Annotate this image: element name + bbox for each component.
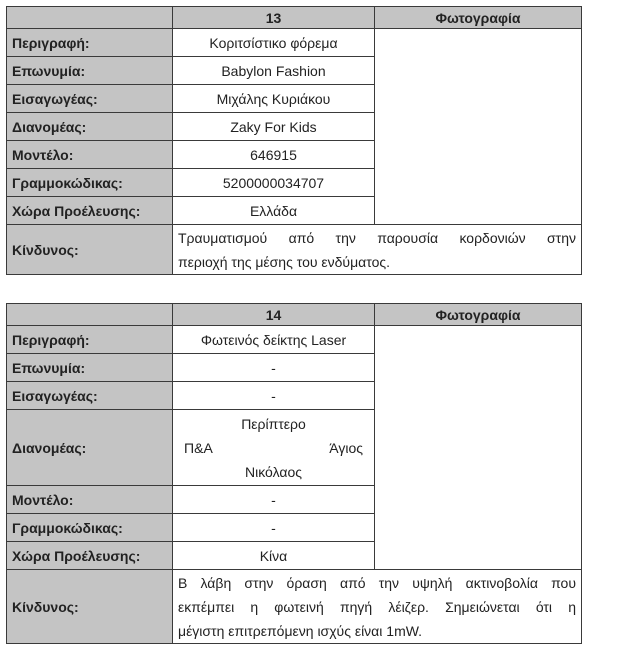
- importer-value: Μιχάλης Κυριάκου: [173, 85, 375, 113]
- importer-label: Εισαγωγέας:: [7, 382, 173, 410]
- record-number: 14: [173, 304, 375, 326]
- description-label: Περιγραφή:: [7, 29, 173, 57]
- brand-value: Babylon Fashion: [173, 57, 375, 85]
- distributor-label: Διανομέας:: [7, 410, 173, 486]
- barcode-label: Γραμμοκώδικας:: [7, 169, 173, 197]
- distributor-value: [173, 410, 375, 486]
- model-value: -: [173, 486, 375, 514]
- barcode-value: -: [173, 514, 375, 542]
- importer-value: -: [173, 382, 375, 410]
- risk-line: εκπέμπει η φωτεινή πηγή λέιζερ. Σημειώνεται ότι η: [178, 598, 576, 615]
- description-value: Κοριτσίστικο φόρεμα: [173, 29, 375, 57]
- description-value: Φωτεινός δείκτης Laser: [173, 326, 375, 354]
- product-record-14: [6, 303, 582, 644]
- record-number: 13: [173, 7, 375, 29]
- distributor-line: Περίπτερο: [241, 415, 306, 432]
- importer-label: Εισαγωγέας:: [7, 85, 173, 113]
- photo-cell: [375, 29, 582, 225]
- description-label: Περιγραφή:: [7, 326, 173, 354]
- distributor-line: Π&Α: [184, 439, 213, 456]
- origin-label: Χώρα Προέλευσης:: [7, 197, 173, 225]
- brand-value: -: [173, 354, 375, 382]
- distributor-label: Διανομέας:: [7, 113, 173, 141]
- origin-label: Χώρα Προέλευσης:: [7, 542, 173, 570]
- risk-label: Κίνδυνος:: [7, 225, 173, 275]
- risk-label: Κίνδυνος:: [7, 570, 173, 644]
- photo-header: Φωτογραφία: [375, 304, 582, 326]
- risk-text: [173, 225, 582, 275]
- brand-label: Επωνυμία:: [7, 57, 173, 85]
- risk-line: μέγιστη επιτρεπόμενη ισχύς είναι 1mW.: [178, 622, 423, 639]
- risk-text: [173, 570, 582, 644]
- photo-header: Φωτογραφία: [375, 7, 582, 29]
- model-label: Μοντέλο:: [7, 141, 173, 169]
- distributor-value: Zaky For Kids: [173, 113, 375, 141]
- barcode-value: 5200000034707: [173, 169, 375, 197]
- model-value: 646915: [173, 141, 375, 169]
- risk-line: περιοχή της μέσης του ενδύματος.: [178, 253, 391, 270]
- header-blank-cell: [7, 304, 173, 326]
- barcode-label: Γραμμοκώδικας:: [7, 514, 173, 542]
- distributor-line: Άγιος: [329, 439, 363, 456]
- distributor-line: Νικόλαος: [245, 463, 302, 480]
- photo-cell: [375, 326, 582, 570]
- header-blank-cell: [7, 7, 173, 29]
- origin-value: Κίνα: [173, 542, 375, 570]
- model-label: Μοντέλο:: [7, 486, 173, 514]
- risk-line: Τραυματισμού από την παρουσία κορδονιών στην: [178, 229, 576, 246]
- origin-value: Ελλάδα: [173, 197, 375, 225]
- brand-label: Επωνυμία:: [7, 354, 173, 382]
- risk-line: Β λάβη στην όραση από την υψηλή ακτινοβολία που: [178, 574, 576, 591]
- product-record-13: [6, 6, 582, 275]
